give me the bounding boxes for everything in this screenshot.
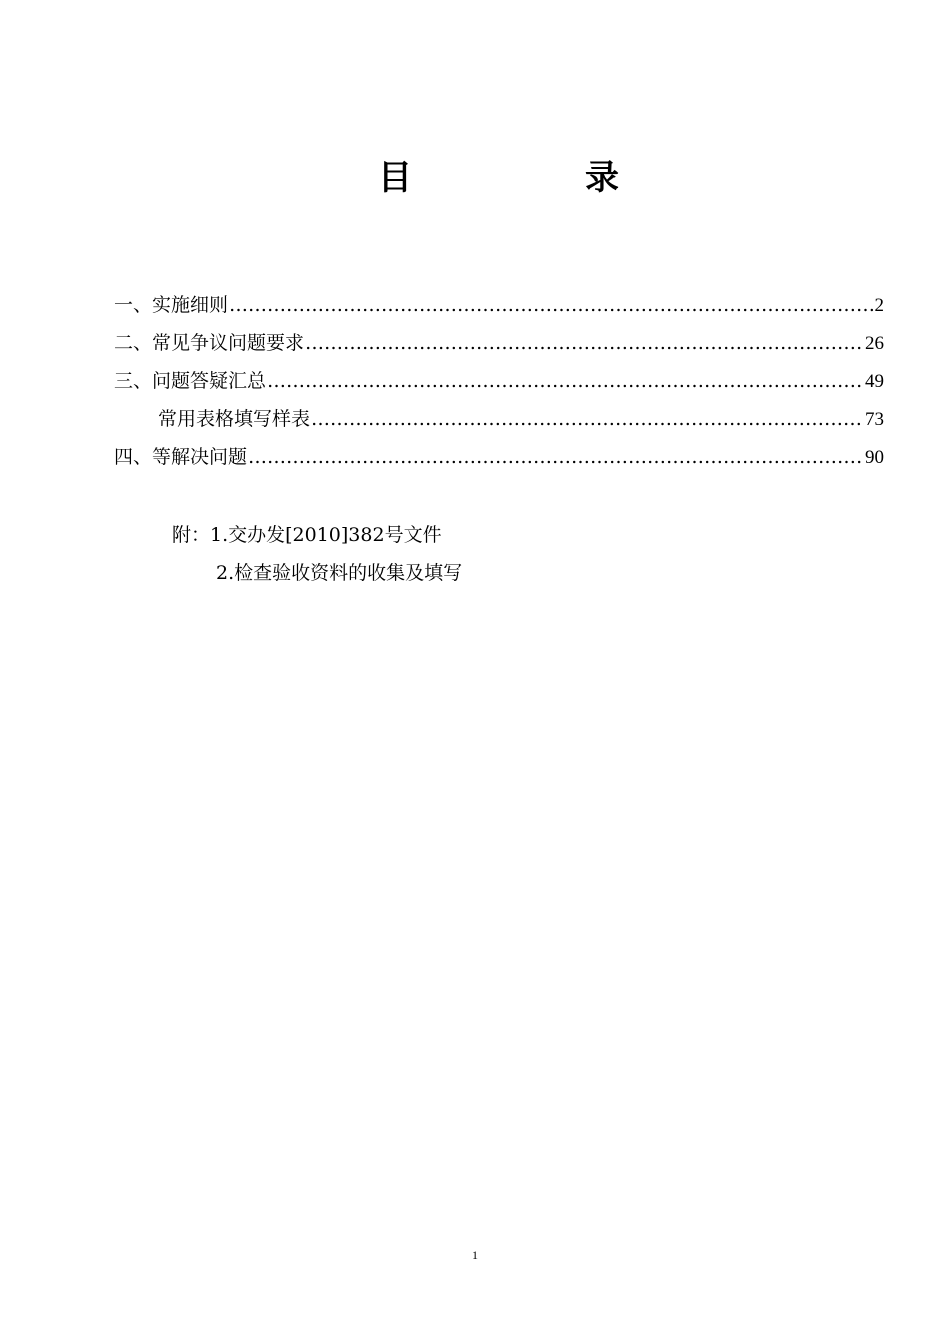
- toc-entry-page: 2: [874, 295, 884, 316]
- toc-leader-dots: [305, 324, 864, 362]
- page-number: 1: [472, 1248, 478, 1262]
- title-char-1: 目: [378, 158, 412, 198]
- toc-entry-label: 常用表格填写样表: [158, 408, 311, 430]
- toc-entry[interactable]: [114, 362, 884, 400]
- toc-leader-dots: [267, 362, 864, 400]
- table-of-contents: [114, 286, 884, 476]
- appendix-item-1: 附：1.交办发[2010]382号文件: [172, 524, 442, 546]
- toc-entry-page: 90: [865, 447, 884, 468]
- toc-entry[interactable]: [114, 324, 884, 362]
- toc-entry-label: 四、等解决问题: [114, 446, 248, 468]
- toc-entry[interactable]: [114, 286, 884, 324]
- appendix-list: [172, 516, 462, 592]
- toc-entry[interactable]: [114, 438, 884, 476]
- toc-entry-label: 三、问题答疑汇总: [114, 370, 267, 392]
- toc-leader-dots: [311, 400, 864, 438]
- title-char-2: 录: [585, 158, 619, 198]
- page-title: [0, 152, 950, 204]
- toc-entry-page: 49: [865, 371, 884, 392]
- toc-entry[interactable]: [114, 400, 884, 438]
- toc-entry-page: 73: [865, 409, 884, 430]
- toc-entry-label: 二、常见争议问题要求: [114, 332, 305, 354]
- toc-leader-dots: [229, 286, 873, 324]
- toc-entry-page: 26: [865, 333, 884, 354]
- toc-leader-dots: [248, 438, 864, 476]
- appendix-item-2: 2.检查验收资料的收集及填写: [216, 562, 463, 584]
- toc-entry-label: 一、实施细则: [114, 294, 229, 316]
